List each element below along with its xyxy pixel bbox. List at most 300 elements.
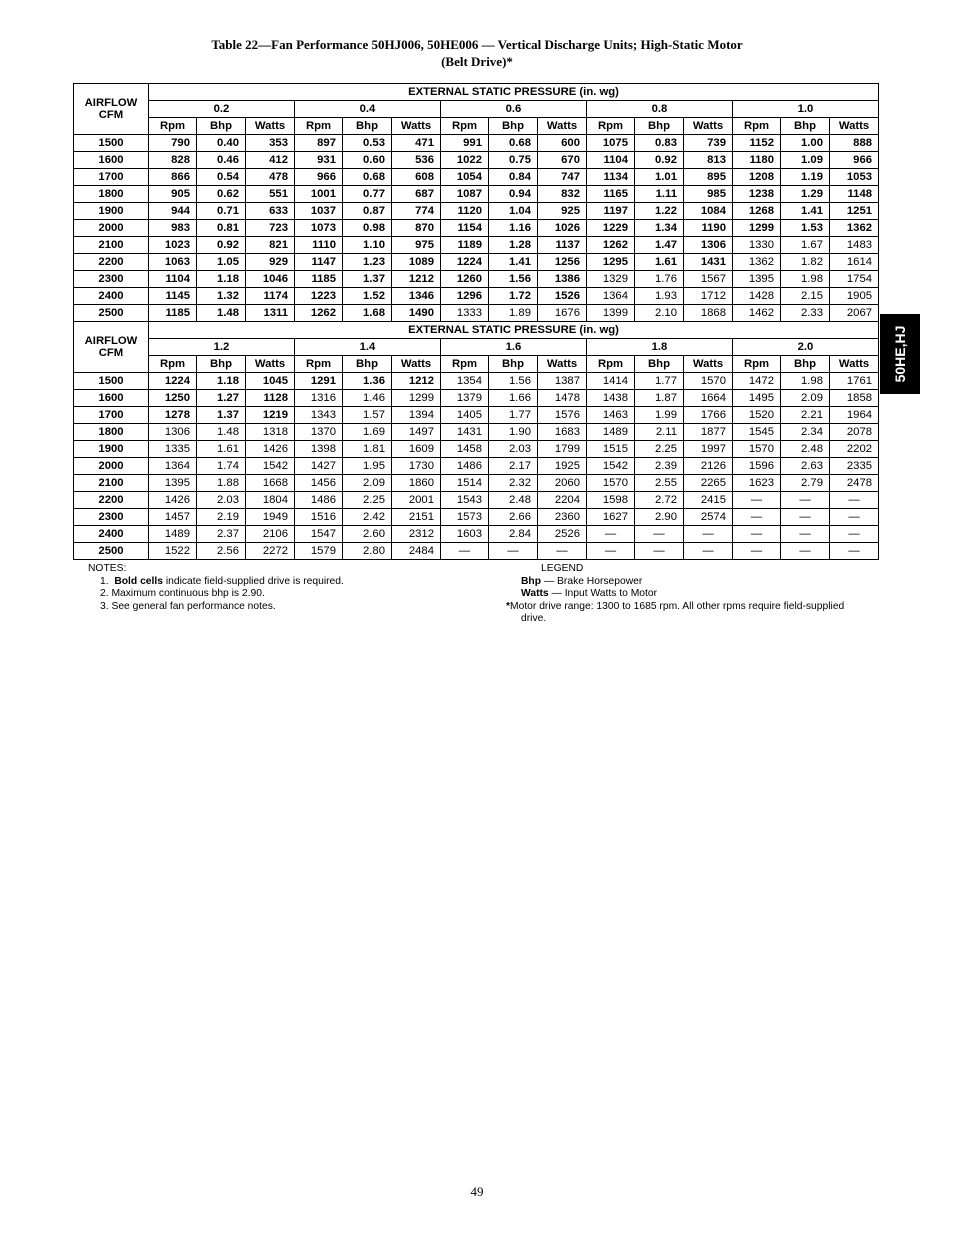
table-cell: — bbox=[830, 526, 879, 543]
table-cell: 1075 bbox=[587, 135, 635, 152]
table-cell: 1.11 bbox=[635, 186, 684, 203]
table-cell: 1386 bbox=[538, 271, 587, 288]
table-cell: 0.98 bbox=[343, 220, 392, 237]
table-cell: 1395 bbox=[149, 475, 197, 492]
table-cell: 2478 bbox=[830, 475, 879, 492]
table-cell: 1364 bbox=[149, 458, 197, 475]
table-cell: 2.72 bbox=[635, 492, 684, 509]
table-cell: 353 bbox=[246, 135, 295, 152]
table-cell: 1997 bbox=[684, 441, 733, 458]
table-cell: 633 bbox=[246, 203, 295, 220]
table-cell: 1154 bbox=[441, 220, 489, 237]
airflow-cfm-cell: 2000 bbox=[74, 458, 149, 475]
table-cell: 2526 bbox=[538, 526, 587, 543]
airflow-cfm-cell: 2400 bbox=[74, 288, 149, 305]
table-cell: 687 bbox=[392, 186, 441, 203]
table-cell: 2.25 bbox=[343, 492, 392, 509]
table-cell: 1.98 bbox=[781, 271, 830, 288]
table-cell: 2.66 bbox=[489, 509, 538, 526]
column-header: Bhp bbox=[197, 356, 246, 373]
table-cell: 1.56 bbox=[489, 373, 538, 390]
table-cell: 1001 bbox=[295, 186, 343, 203]
legend-bhp: Bhp — Brake Horsepower bbox=[521, 575, 643, 587]
table-cell: 2.80 bbox=[343, 543, 392, 560]
table-cell: 1.56 bbox=[489, 271, 538, 288]
table-cell: 821 bbox=[246, 237, 295, 254]
table-cell: — bbox=[635, 526, 684, 543]
table-cell: 2272 bbox=[246, 543, 295, 560]
table-cell: 1.69 bbox=[343, 424, 392, 441]
table-cell: 1458 bbox=[441, 441, 489, 458]
table-cell: 1224 bbox=[441, 254, 489, 271]
table-cell: 813 bbox=[684, 152, 733, 169]
table-cell: 1185 bbox=[295, 271, 343, 288]
table-cell: 1964 bbox=[830, 407, 879, 424]
column-header: Rpm bbox=[733, 118, 781, 135]
pressure-header: 1.2 bbox=[149, 339, 295, 356]
table-cell: 1428 bbox=[733, 288, 781, 305]
table-cell: 1486 bbox=[295, 492, 343, 509]
table-row bbox=[74, 407, 879, 424]
table-cell: 1483 bbox=[830, 237, 879, 254]
table-cell: 1212 bbox=[392, 271, 441, 288]
table-cell: 1299 bbox=[733, 220, 781, 237]
table-cell: 1.66 bbox=[489, 390, 538, 407]
table-cell: 2265 bbox=[684, 475, 733, 492]
table-cell: 1343 bbox=[295, 407, 343, 424]
table-cell: 1037 bbox=[295, 203, 343, 220]
table-cell: 2.33 bbox=[781, 305, 830, 322]
notes-block bbox=[88, 563, 344, 613]
table-cell: 2.48 bbox=[781, 441, 830, 458]
table-cell: — bbox=[538, 543, 587, 560]
table-cell: 1.81 bbox=[343, 441, 392, 458]
table-cell: 1478 bbox=[538, 390, 587, 407]
table-cell: 1335 bbox=[149, 441, 197, 458]
table-cell: 1405 bbox=[441, 407, 489, 424]
column-header: Watts bbox=[684, 118, 733, 135]
airflow-cfm-cell: 2200 bbox=[74, 254, 149, 271]
table-cell: 1.19 bbox=[781, 169, 830, 186]
table-cell: 2.60 bbox=[343, 526, 392, 543]
table-cell: 1495 bbox=[733, 390, 781, 407]
pressure-header: 0.8 bbox=[587, 101, 733, 118]
table-cell: 1.90 bbox=[489, 424, 538, 441]
table-cell: 1.98 bbox=[781, 373, 830, 390]
table-cell: 1.76 bbox=[635, 271, 684, 288]
side-tab-label: 50HE,HJ bbox=[892, 325, 908, 383]
table-cell: 1387 bbox=[538, 373, 587, 390]
table-cell: 1949 bbox=[246, 509, 295, 526]
table-cell: 1515 bbox=[587, 441, 635, 458]
table-row bbox=[74, 254, 879, 271]
table-row bbox=[74, 186, 879, 203]
pressure-header: 2.0 bbox=[733, 339, 879, 356]
column-header: Bhp bbox=[781, 356, 830, 373]
table-cell: 1229 bbox=[587, 220, 635, 237]
column-header: Bhp bbox=[343, 356, 392, 373]
table-cell: 1219 bbox=[246, 407, 295, 424]
table-title-line-2: (Belt Drive)* bbox=[441, 54, 513, 69]
table-cell: 1668 bbox=[246, 475, 295, 492]
table-row bbox=[74, 373, 879, 390]
table-cell: 1463 bbox=[587, 407, 635, 424]
table-cell: 2106 bbox=[246, 526, 295, 543]
table-cell: 478 bbox=[246, 169, 295, 186]
table-cell: 1189 bbox=[441, 237, 489, 254]
column-header: Rpm bbox=[441, 118, 489, 135]
airflow-cfm-cell: 1500 bbox=[74, 373, 149, 390]
fan-performance-table-high-pressure bbox=[73, 321, 879, 560]
table-cell: 600 bbox=[538, 135, 587, 152]
table-cell: 1.04 bbox=[489, 203, 538, 220]
table-cell: 1.72 bbox=[489, 288, 538, 305]
table-cell: 2204 bbox=[538, 492, 587, 509]
table-cell: 1311 bbox=[246, 305, 295, 322]
table-cell: 1364 bbox=[587, 288, 635, 305]
table-cell: 1.57 bbox=[343, 407, 392, 424]
table-cell: 1174 bbox=[246, 288, 295, 305]
table-cell: — bbox=[635, 543, 684, 560]
table-cell: 1427 bbox=[295, 458, 343, 475]
table-cell: 1.52 bbox=[343, 288, 392, 305]
table-row bbox=[74, 169, 879, 186]
column-header: Bhp bbox=[635, 356, 684, 373]
table-cell: 2078 bbox=[830, 424, 879, 441]
table-cell: 1120 bbox=[441, 203, 489, 220]
table-cell: 1.22 bbox=[635, 203, 684, 220]
table-cell: 1262 bbox=[587, 237, 635, 254]
external-static-pressure-header: EXTERNAL STATIC PRESSURE (in. wg) bbox=[149, 322, 879, 339]
column-header: Bhp bbox=[343, 118, 392, 135]
table-cell: 1516 bbox=[295, 509, 343, 526]
legend-footnote-cont: drive. bbox=[521, 613, 547, 625]
table-cell: 1.09 bbox=[781, 152, 830, 169]
table-cell: 1438 bbox=[587, 390, 635, 407]
airflow-header: AIRFLOW CFM bbox=[74, 84, 149, 135]
table-cell: 2335 bbox=[830, 458, 879, 475]
airflow-cfm-cell: 2300 bbox=[74, 271, 149, 288]
table-cell: 1514 bbox=[441, 475, 489, 492]
table-row bbox=[74, 475, 879, 492]
table-cell: 2.42 bbox=[343, 509, 392, 526]
table-cell: 1683 bbox=[538, 424, 587, 441]
table-row bbox=[74, 424, 879, 441]
table-cell: 1.93 bbox=[635, 288, 684, 305]
table-cell: 2.11 bbox=[635, 424, 684, 441]
column-header: Bhp bbox=[197, 118, 246, 135]
table-cell: 2.17 bbox=[489, 458, 538, 475]
table-cell: 1.77 bbox=[489, 407, 538, 424]
table-cell: 1.77 bbox=[635, 373, 684, 390]
table-cell: 790 bbox=[149, 135, 197, 152]
table-cell: 1.46 bbox=[343, 390, 392, 407]
airflow-cfm-cell: 1900 bbox=[74, 441, 149, 458]
table-cell: 1180 bbox=[733, 152, 781, 169]
table-cell: 991 bbox=[441, 135, 489, 152]
airflow-cfm-cell: 1500 bbox=[74, 135, 149, 152]
column-header: Watts bbox=[392, 356, 441, 373]
table-cell: 0.83 bbox=[635, 135, 684, 152]
column-header: Watts bbox=[684, 356, 733, 373]
table-row bbox=[74, 458, 879, 475]
table-cell: 2484 bbox=[392, 543, 441, 560]
table-cell: 1462 bbox=[733, 305, 781, 322]
table-cell: 1414 bbox=[587, 373, 635, 390]
column-header: Rpm bbox=[149, 118, 197, 135]
table-cell: 1520 bbox=[733, 407, 781, 424]
table-cell: 1250 bbox=[149, 390, 197, 407]
table-cell: 2.25 bbox=[635, 441, 684, 458]
pressure-header: 1.6 bbox=[441, 339, 587, 356]
table-cell: 1522 bbox=[149, 543, 197, 560]
table-cell: 1212 bbox=[392, 373, 441, 390]
table-cell: 0.75 bbox=[489, 152, 538, 169]
table-cell: 1.67 bbox=[781, 237, 830, 254]
table-cell: 1.29 bbox=[781, 186, 830, 203]
table-cell: 2151 bbox=[392, 509, 441, 526]
table-cell: 1316 bbox=[295, 390, 343, 407]
table-cell: 1.41 bbox=[781, 203, 830, 220]
table-cell: 929 bbox=[246, 254, 295, 271]
table-cell: 966 bbox=[830, 152, 879, 169]
table-cell: 723 bbox=[246, 220, 295, 237]
airflow-cfm-cell: 2100 bbox=[74, 237, 149, 254]
table-cell: 1197 bbox=[587, 203, 635, 220]
column-header: Watts bbox=[538, 118, 587, 135]
table-cell: 0.87 bbox=[343, 203, 392, 220]
note-1: 1. Bold cells indicate field-supplied drive is required. bbox=[100, 575, 344, 587]
table-cell: 2067 bbox=[830, 305, 879, 322]
table-cell: 1268 bbox=[733, 203, 781, 220]
table-row bbox=[74, 305, 879, 322]
table-cell: 1053 bbox=[830, 169, 879, 186]
column-header: Rpm bbox=[587, 118, 635, 135]
airflow-cfm-cell: 1800 bbox=[74, 186, 149, 203]
table-cell: — bbox=[781, 509, 830, 526]
table-cell: 944 bbox=[149, 203, 197, 220]
table-cell: 1104 bbox=[149, 271, 197, 288]
table-cell: 608 bbox=[392, 169, 441, 186]
table-cell: 1.18 bbox=[197, 373, 246, 390]
table-cell: 1.36 bbox=[343, 373, 392, 390]
table-cell: 1333 bbox=[441, 305, 489, 322]
table-cell: 2.63 bbox=[781, 458, 830, 475]
table-cell: 1087 bbox=[441, 186, 489, 203]
table-cell: 1609 bbox=[392, 441, 441, 458]
table-cell: 0.92 bbox=[635, 152, 684, 169]
fan-performance-table-low-pressure bbox=[73, 83, 879, 322]
table-cell: 2.09 bbox=[781, 390, 830, 407]
table-cell: 1128 bbox=[246, 390, 295, 407]
table-cell: 2.19 bbox=[197, 509, 246, 526]
table-cell: 1318 bbox=[246, 424, 295, 441]
column-header: Watts bbox=[246, 356, 295, 373]
table-cell: 1598 bbox=[587, 492, 635, 509]
table-cell: 1457 bbox=[149, 509, 197, 526]
table-cell: 1877 bbox=[684, 424, 733, 441]
table-cell: — bbox=[733, 526, 781, 543]
table-cell: 1.05 bbox=[197, 254, 246, 271]
table-cell: 1291 bbox=[295, 373, 343, 390]
column-header: Rpm bbox=[149, 356, 197, 373]
table-cell: 0.68 bbox=[489, 135, 538, 152]
table-cell: 1.48 bbox=[197, 305, 246, 322]
airflow-cfm-cell: 2300 bbox=[74, 509, 149, 526]
table-cell: 1799 bbox=[538, 441, 587, 458]
legend-watts: Watts — Input Watts to Motor bbox=[521, 588, 658, 600]
table-cell: — bbox=[733, 492, 781, 509]
table-cell: 1329 bbox=[587, 271, 635, 288]
column-header: Rpm bbox=[295, 118, 343, 135]
table-cell: 0.53 bbox=[343, 135, 392, 152]
table-cell: 1570 bbox=[733, 441, 781, 458]
table-cell: — bbox=[830, 543, 879, 560]
table-cell: 866 bbox=[149, 169, 197, 186]
table-cell: 1145 bbox=[149, 288, 197, 305]
table-cell: 1.99 bbox=[635, 407, 684, 424]
table-cell: 2.90 bbox=[635, 509, 684, 526]
table-cell: 1567 bbox=[684, 271, 733, 288]
table-cell: 0.81 bbox=[197, 220, 246, 237]
table-cell: 1260 bbox=[441, 271, 489, 288]
table-cell: 1576 bbox=[538, 407, 587, 424]
airflow-cfm-cell: 1900 bbox=[74, 203, 149, 220]
table-cell: 1.61 bbox=[197, 441, 246, 458]
table-cell: 0.68 bbox=[343, 169, 392, 186]
table-cell: 1761 bbox=[830, 373, 879, 390]
table-cell: 1054 bbox=[441, 169, 489, 186]
airflow-cfm-cell: 2200 bbox=[74, 492, 149, 509]
table-cell: 1542 bbox=[587, 458, 635, 475]
table-cell: 1426 bbox=[149, 492, 197, 509]
table-cell: 1570 bbox=[587, 475, 635, 492]
table-row bbox=[74, 220, 879, 237]
table-cell: 1623 bbox=[733, 475, 781, 492]
pressure-header: 0.6 bbox=[441, 101, 587, 118]
table-cell: 1627 bbox=[587, 509, 635, 526]
table-cell: 0.46 bbox=[197, 152, 246, 169]
table-cell: 828 bbox=[149, 152, 197, 169]
table-cell: 1104 bbox=[587, 152, 635, 169]
table-cell: 1489 bbox=[587, 424, 635, 441]
table-cell: 1614 bbox=[830, 254, 879, 271]
table-cell: 1399 bbox=[587, 305, 635, 322]
table-cell: 2.39 bbox=[635, 458, 684, 475]
table-cell: 1208 bbox=[733, 169, 781, 186]
table-cell: 2.03 bbox=[489, 441, 538, 458]
table-cell: 1137 bbox=[538, 237, 587, 254]
table-cell: 1278 bbox=[149, 407, 197, 424]
table-cell: 1905 bbox=[830, 288, 879, 305]
column-header: Bhp bbox=[635, 118, 684, 135]
table-cell: 1526 bbox=[538, 288, 587, 305]
table-cell: 1147 bbox=[295, 254, 343, 271]
column-header: Watts bbox=[830, 356, 879, 373]
table-cell: 1860 bbox=[392, 475, 441, 492]
table-cell: 1545 bbox=[733, 424, 781, 441]
column-header: Rpm bbox=[733, 356, 781, 373]
table-cell: 1426 bbox=[246, 441, 295, 458]
note-1-bold: Bold cells bbox=[114, 575, 163, 587]
airflow-cfm-cell: 2400 bbox=[74, 526, 149, 543]
table-cell: 2126 bbox=[684, 458, 733, 475]
column-header: Watts bbox=[392, 118, 441, 135]
airflow-cfm-cell: 1700 bbox=[74, 407, 149, 424]
table-cell: 1579 bbox=[295, 543, 343, 560]
table-cell: 2415 bbox=[684, 492, 733, 509]
table-cell: 983 bbox=[149, 220, 197, 237]
table-cell: 1.01 bbox=[635, 169, 684, 186]
table-cell: 2.84 bbox=[489, 526, 538, 543]
table-cell: 1223 bbox=[295, 288, 343, 305]
table-cell: 0.60 bbox=[343, 152, 392, 169]
table-cell: 2.09 bbox=[343, 475, 392, 492]
table-cell: 2.55 bbox=[635, 475, 684, 492]
table-cell: 1354 bbox=[441, 373, 489, 390]
table-cell: 1868 bbox=[684, 305, 733, 322]
table-cell: — bbox=[587, 543, 635, 560]
table-cell: 985 bbox=[684, 186, 733, 203]
table-cell: 1022 bbox=[441, 152, 489, 169]
table-cell: — bbox=[830, 492, 879, 509]
table-cell: 2312 bbox=[392, 526, 441, 543]
table-cell: 1.95 bbox=[343, 458, 392, 475]
pressure-header: 1.0 bbox=[733, 101, 879, 118]
table-cell: 471 bbox=[392, 135, 441, 152]
table-cell: 1299 bbox=[392, 390, 441, 407]
column-header: Rpm bbox=[441, 356, 489, 373]
column-header: Watts bbox=[246, 118, 295, 135]
table-cell: 1256 bbox=[538, 254, 587, 271]
table-cell: 1.32 bbox=[197, 288, 246, 305]
column-header: Bhp bbox=[489, 118, 538, 135]
table-cell: 1.53 bbox=[781, 220, 830, 237]
table-cell: 0.54 bbox=[197, 169, 246, 186]
table-cell: 870 bbox=[392, 220, 441, 237]
table-cell: 1.87 bbox=[635, 390, 684, 407]
table-cell: 2.32 bbox=[489, 475, 538, 492]
table-cell: 1306 bbox=[684, 237, 733, 254]
table-cell: 1925 bbox=[538, 458, 587, 475]
table-cell: 1362 bbox=[733, 254, 781, 271]
table-cell: — bbox=[830, 509, 879, 526]
table-cell: 1296 bbox=[441, 288, 489, 305]
pressure-header: 1.8 bbox=[587, 339, 733, 356]
column-header: Bhp bbox=[489, 356, 538, 373]
table-cell: 1547 bbox=[295, 526, 343, 543]
table-cell: 1152 bbox=[733, 135, 781, 152]
table-cell: 1712 bbox=[684, 288, 733, 305]
legend-heading: LEGEND bbox=[541, 563, 584, 574]
table-cell: 2060 bbox=[538, 475, 587, 492]
table-cell: 2.37 bbox=[197, 526, 246, 543]
table-cell: 0.62 bbox=[197, 186, 246, 203]
table-cell: 1063 bbox=[149, 254, 197, 271]
table-cell: 1486 bbox=[441, 458, 489, 475]
pressure-header: 0.4 bbox=[295, 101, 441, 118]
table-cell: 1489 bbox=[149, 526, 197, 543]
table-cell: 1330 bbox=[733, 237, 781, 254]
table-cell: 2.56 bbox=[197, 543, 246, 560]
table-row bbox=[74, 441, 879, 458]
notes-heading: NOTES: bbox=[88, 563, 127, 574]
table-cell: 895 bbox=[684, 169, 733, 186]
table-cell: 1456 bbox=[295, 475, 343, 492]
airflow-header: AIRFLOW CFM bbox=[74, 322, 149, 373]
table-cell: 2.34 bbox=[781, 424, 830, 441]
table-cell: 0.40 bbox=[197, 135, 246, 152]
